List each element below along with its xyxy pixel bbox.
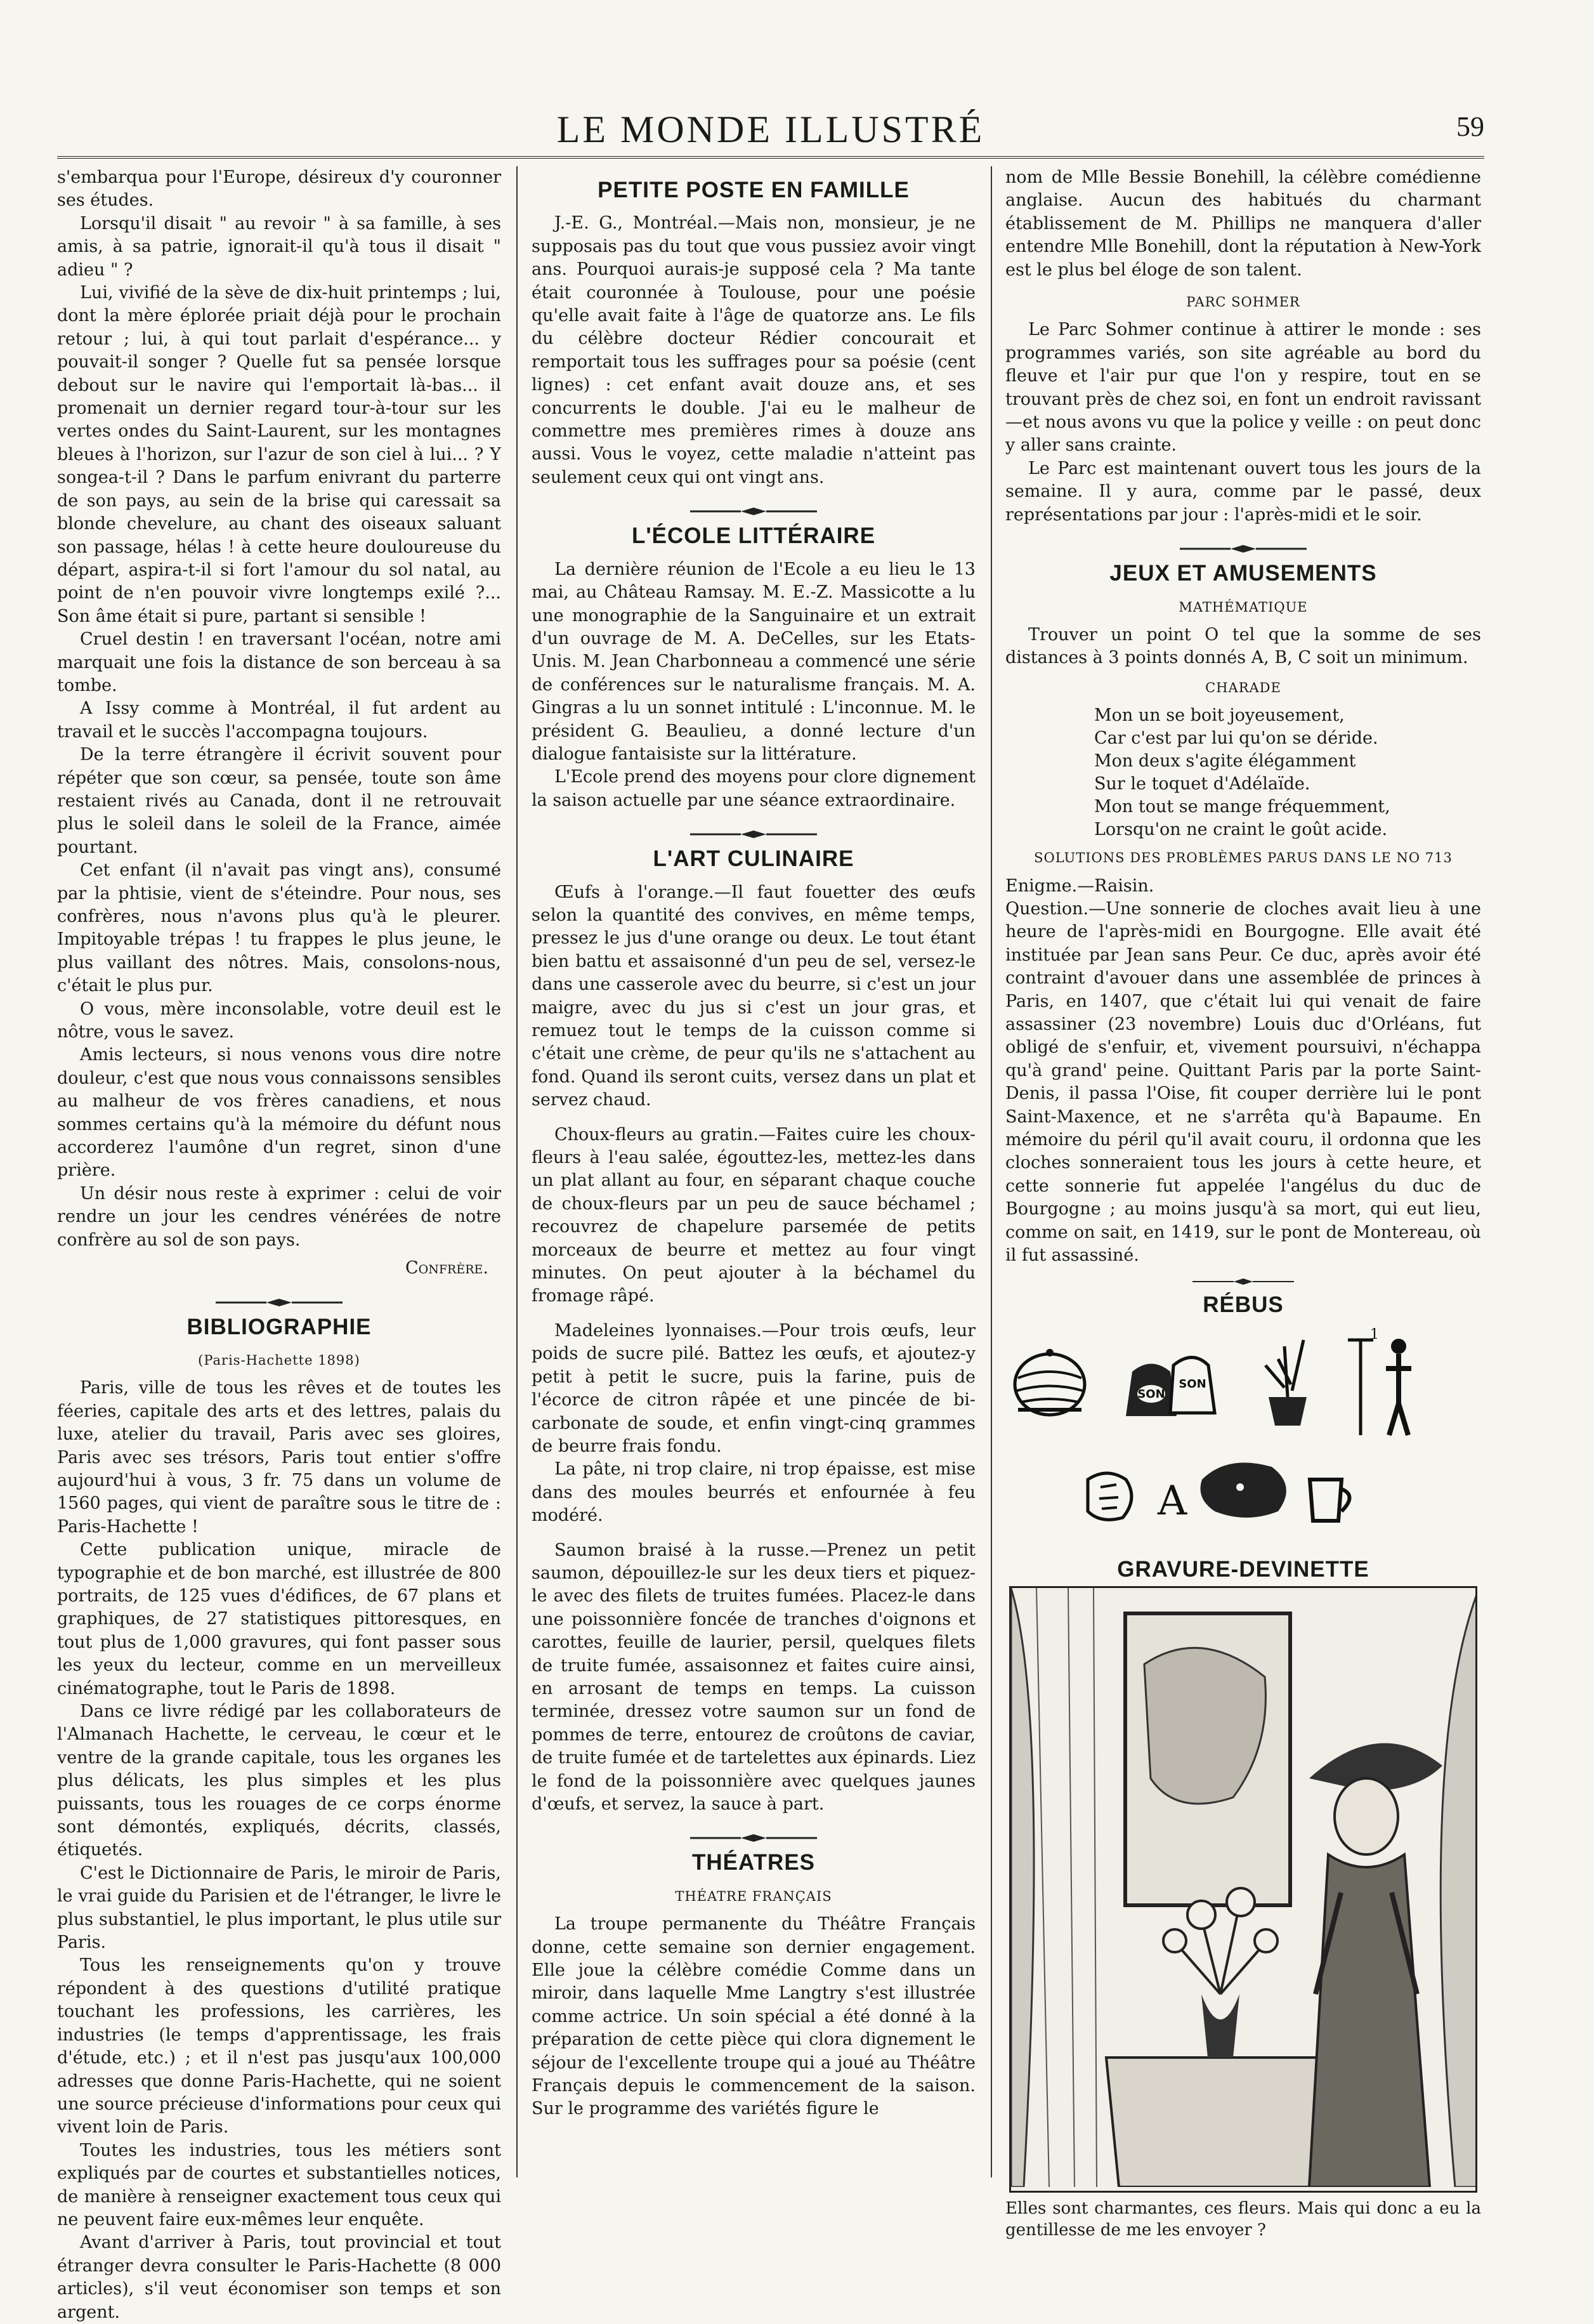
rebus-illustration: [1005, 1321, 1481, 1556]
charade-label: CHARADE: [1205, 679, 1281, 695]
paragraph: Lui, vivifié de la sève de dix-huit printemps ; lui, dont la mère éplorée priait déjà pour le prochain retour ; lui, à qui tout parlait d'espérance... y pouvait-il songer ? Quelle fut sa pensée lorsque debout sur le navire qui l'emportait là-bas... il promenait un dernier regard tour-à-tour sur les vertes ondes du Saint-Laurent, sur les montagnes bleues à l'horizon, sur l'azur de son ciel à lui... ? Y songea-t-il ? Dans le parfum enivrant du parterre de son pays, au sein de la brise qui caressait sa blonde chevelure, au chant des oiseaux saluant son passage, hélas ! à cette heure douloureuse du départ, aspira-t-il si fort l'amour du sol natal, au point de n'en pouvoir vivre longtemps exilé ?... Son âme était si pure, partant si sensible !: [57, 283, 501, 626]
mug-icon: [1310, 1480, 1350, 1521]
recipe-paragraph: Œufs à l'orange.—Il faut fouetter des œufs selon la quantité des convives, en même temps, pressez le jus d'une orange ou deux. Le tout étant bien battu et assaisonné d'un peu de sel, versez-le dans une casserole avec du beurre, si c'est un jour maigre, avec du jus si c'est un jour gras, et remuez tout le temps de la cuisson comme si c'était une crème, de peur qu'ils ne s'attachent au fond. Quand ils seront cuits, versez dans un plat et servez chaud.: [532, 882, 976, 1110]
rebus-puzzle: [1005, 1321, 1481, 1556]
solutions-label: SOLUTIONS DES PROBLÈMES PARUS DANS LE NO 713: [1034, 850, 1453, 866]
paragraph: L'Ecole prend des moyens pour clore dignement la saison actuelle par une séance extraordinaire.: [532, 767, 976, 810]
paragraph: Avant d'arriver à Paris, tout provincial et tout étranger devra consulter le Paris-Hachette (8 000 articles), s'il veut économiser son temps et son argent.: [57, 2233, 501, 2322]
bibliographie-heading: BIBLIOGRAPHIE: [186, 1314, 372, 1339]
paragraph: Trouver un point O tel que la somme de ses distances à 3 points donnés A, B, C soit un minimum.: [1005, 624, 1481, 668]
poem-line: Car c'est par lui qu'on se déride.: [1094, 728, 1378, 749]
signature: Confrère.: [405, 1258, 488, 1278]
poem-line: Sur le toquet d'Adélaïde.: [1094, 774, 1310, 794]
mathematique-label: MATHÉMATIQUE: [1179, 599, 1308, 615]
paragraph: La dernière réunion de l'Ecole a eu lieu le 13 mai, au Château Ramsay. M. E.-Z. Massicotte a lu une monographie de la Sanguinaire et un extrait d'un ouvrage de M. A. DeCelles, sur les Etats-Unis. M. Jean Charbonneau a commencé une série de conférences sur le naturalisme français. M. A. Gingras a lu un sonnet intitulé : L'inconnue. M. le président G. Beaulieu, a donné lecture d'un dialogue fantaisiste sur la littérature.: [532, 559, 976, 764]
poem-line: Mon tout se mange fréquemment,: [1094, 797, 1390, 817]
paragraph: Toutes les industries, tous les métiers sont expliqués par de courtes et substantielles notices, de manière à renseigner exactement tous ceux qui ne peuvent faire eux-mêmes leur enquête.: [57, 2140, 501, 2229]
rebus-heading: RÉBUS: [1203, 1292, 1284, 1318]
ornament-divider-icon: [216, 1297, 343, 1308]
paragraph: Un désir nous reste à exprimer : celui de voir rendre un jour les cendres vénérées de notre confrère au sol de son pays.: [57, 1183, 501, 1250]
paragraph: La troupe permanente du Théâtre Français donne, cette semaine son dernier engagement. Elle joue la célèbre comédie Comme dans un miroir, dans laquelle Mme Langtry s'est illustrée comme actrice. Un soin spécial a été donné à la préparation de cette pièce qui clora dignement le séjour de l'excellente troupe qui a joué au Théâtre Français depuis le commencement de la saison. Sur le programme des variétés figure le: [532, 1914, 976, 2119]
paragraph: Cette publication unique, miracle de typographie et de bon marché, est illustrée de 800 portraits, de 125 vues d'édifices, de 67 plans et graphiques, de 27 statistiques pittoresques, en tout plus de 1,000 gravures, qui font passer sous les yeux du lecteur, comme en un merveilleux cinématographe, tout le Paris de 1898.: [57, 1540, 501, 1698]
paragraph: Paris, ville de tous les rêves et de toutes les féeries, capitale des arts et des lettres, palais du luxe, atelier du travail, Paris avec ses gloires, Paris avec ses trésors, Paris tout entier s'offre aujourd'hui à vous, 3 fr. 75 dans un volume de 1560 pages, qui vient de paraître sous le titre de : Paris-Hachette !: [57, 1378, 501, 1537]
sack-label: SON: [1179, 1377, 1206, 1391]
column-2: [532, 166, 976, 2121]
paragraph: C'est le Dictionnaire de Paris, le miroir de Paris, le vrai guide du Parisien et de l'étranger, le livre le plus substantiel, le plus important, le plus utile sur Paris.: [57, 1863, 501, 1953]
poem-line: Mon deux s'agite élégamment: [1094, 751, 1356, 771]
column-divider-1: [516, 166, 518, 2177]
recipe-paragraph: Saumon braisé à la russe.—Prenez un petit saumon, dépouillez-le sur les deux tiers et piquez-le avec des filets de truites fumées. Placez-le dans une poissonnière foncée de tranches d'oignons et carottes, feuille de laurier, persil, quelques filets de truite fumée, assaisonnez et faites cuire ainsi, en arrosant de temps en temps. La cuisson terminée, dressez votre saumon sur un fond de pommes de terre, entourez de croûtons de caviar, de truite fumée et de tartelettes aux épinards. Liez le fond de la poissonnière avec quelques jaunes d'œufs, et servez, la sauce à part.: [532, 1540, 976, 1814]
paragraph: Cet enfant (il n'avait pas vingt ans), consumé par la phtisie, vient de s'éteindre. Pour nous, ses confrères, nous n'avons plus qu'à le pleurer. Impitoyable trépas ! tu frappes le plus jeune, le plus vaillant des nôtres. Mais, consolons-nous, c'était le plus pur.: [57, 860, 501, 996]
potted-plant-icon: [1265, 1340, 1307, 1426]
ecole-heading: L'ÉCOLE LITTÉRAIRE: [631, 523, 876, 549]
masthead: [57, 108, 1484, 152]
svg-text:1: 1: [1370, 1326, 1379, 1343]
gravure-heading: GRAVURE-DEVINETTE: [1117, 1556, 1369, 1582]
gravure-illustration: [1009, 1586, 1477, 2193]
poem-line: Lorsqu'on ne craint le goût acide.: [1094, 820, 1388, 840]
paragraph: Lorsqu'il disait " au revoir " à sa famille, à ses amis, à sa patrie, ignorait-il qu'à tous il disait " adieu " ?: [57, 213, 501, 280]
recipe-paragraph: Madeleines lyonnaises.—Pour trois œufs, leur poids de sucre pilé. Battez les œufs, et ajoutez-y petit à petit le sucre, puis la farine, puis de l'écorce de citron râpée et une pincée de bi-carbonate de soude, et enfin vingt-cinq grammes de beurre frais fondu.: [532, 1320, 976, 1456]
paragraph: Dans ce livre rédigé par les collaborateurs de l'Almanach Hachette, le cerveau, le cœur et le ventre de la grande capitale, tous les organes les plus délicats, les plus simples et les plus puissants, tous les rouages de ce corps énorme sont démontés, expliqués, décrits, classés, étiquetés.: [57, 1702, 501, 1860]
basket-icon: [1015, 1349, 1085, 1415]
bibliographie-subheading: (Paris-Hachette 1898): [198, 1352, 360, 1368]
jeux-heading: JEUX ET AMUSEMENTS: [1109, 561, 1377, 586]
paragraph: O vous, mère inconsolable, votre deuil est le nôtre, vous le savez.: [57, 999, 501, 1042]
page-number: 59: [1456, 111, 1484, 142]
parc-sohmer-subheading: PARC SOHMER: [1186, 294, 1300, 310]
recipe-paragraph: Choux-fleurs au gratin.—Faites cuire les choux-fleurs à l'eau salée, égouttez-les, mettez-les dans un plat allant au four, en séparant chaque couche de choux-fleurs par un peu de sauce béchamel ; recouvrez de chapelure parsemée de petits morceaux de beurre et mettez au four vingt minutes. On peut ajouter à la béchamel du fromage râpé.: [532, 1124, 976, 1306]
enigme-answer: Enigme.—Raisin.: [1005, 876, 1154, 896]
theatre-francais-subheading: THÉATRE FRANÇAIS: [675, 1888, 832, 1904]
paragraph: Amis lecteurs, si nous venons vous dire notre douleur, c'est que nous vous connaissons sensibles au malheur de vos frères canadiens, et nous sommes certains qu'à la mémoire du défunt nous accorderez l'aumône d'un regret, sinon d'une prière.: [57, 1045, 501, 1181]
paragraph: J.-E. G., Montréal.—Mais non, monsieur, je ne supposais pas du tout que vous pussiez avoir vingt ans. Pourquoi aurais-je supposé cela ? Ma tante était couronnée à Toulouse, pour une poésie qu'elle avait faite à l'âge de quatorze ans. Le fils du célèbre docteur Rédier concourait et remportait tous les suffrages pour sa poésie (cent lignes) : cet enfant avait douze ans, et ses concurrents le double. J'ai eu le malheur de commettre mes premières rimes à douze ans aussi. Vous le voyez, cette maladie n'atteint pas seulement ceux qui ont vingt ans.: [532, 213, 976, 487]
charade-poem: [1094, 704, 1481, 841]
paragraph: De la terre étrangère il écrivit souvent pour répéter que son cœur, sa pensée, toute son âme restaient rivés au Canada, dont il ne retrouvait plus le soleil dans le soleil de la France, aimée pourtant.: [57, 745, 501, 857]
paragraph: Tous les renseignements qu'on y trouve répondent à des questions d'utilité pratique touchant les professions, les carrières, les industries (le temps d'apprentissage, les frais d'étude, etc.) ; et il n'est pas jusqu'aux 100,000 adresses que donne Paris-Hachette, qui ne soient une source précieuse d'informations pour ceux qui vivent loin de Paris.: [57, 1955, 501, 2137]
column-divider-2: [991, 166, 992, 2177]
paragraph: nom de Mlle Bessie Bonehill, la célèbre comédienne anglaise. Aucun des habitués du charmant établissement de M. Phillips ne manquera d'aller entendre Mlle Bonehill, dont la réputation à New-York est le plus bel éloge de son talent.: [1005, 167, 1481, 280]
paragraph: A Issy comme à Montréal, il fut ardent au travail et le succès l'accompagna toujours.: [57, 699, 501, 742]
question-answer: Question.—Une sonnerie de cloches avait lieu à une heure de l'après-midi en Bourgogne. Elle avait été instituée par Jean sans Peur. Ce duc, après avoir été contraint d'avouer dans une assemblée de princes à Paris, en 1407, que c'était lui qui venait de faire assassiner (23 novembre) Louis duc d'Orléans, fut obligé de s'enfuir, et, vivement poursuivi, n'échappa qu'à grand' peine. Quittant Paris par la porte Saint-Denis, il passa l'Oise, fit couper derrière lui le pont Saint-Maxence, et ne s'arrêta qu'à Bapaume. En mémoire du péril qu'il avait couru, il ordonna que les cloches sonneraient tous les jours à cette heure, et cette sonnerie fut appelée l'angélus du duc de Bourgogne ; au moins jusqu'à sa mort, qui eut lieu, comme on sait, en 1419, sur le pont de Montereau, où il fut assassiné.: [1005, 898, 1481, 1266]
animal-head-icon: [1201, 1462, 1286, 1518]
ornament-divider-icon: [1180, 543, 1307, 555]
column-3: [1005, 166, 1481, 2241]
ornament-divider-icon: [690, 506, 817, 517]
engraving-scene: [1011, 1588, 1477, 2187]
sacks-icon: [1126, 1357, 1215, 1416]
gravure-caption: Elles sont charmantes, ces fleurs. Mais qui donc a eu la gentillesse de me les envoyer ?: [1005, 2199, 1481, 2240]
ornament-divider-icon: [690, 1832, 817, 1844]
poste-heading: PETITE POSTE EN FAMILLE: [598, 178, 910, 202]
ornament-divider-icon: [1180, 1276, 1307, 1287]
recipe-paragraph: La pâte, ni trop claire, ni trop épaisse, est mise dans des moules beurrés et enfournée à feu modéré.: [532, 1459, 976, 1526]
column-1: [57, 166, 501, 2324]
theatres-heading: THÉATRES: [691, 1850, 816, 1875]
paragraph: Le Parc est maintenant ouvert tous les jours de la semaine. Il y aura, comme par le passé, deux représentations par jour : l'après-midi et le soir.: [1005, 458, 1481, 525]
newspaper-title: LE MONDE ILLUSTRÉ: [556, 108, 985, 150]
poem-line: Mon un se boit joyeusement,: [1094, 706, 1345, 726]
culinaire-heading: L'ART CULINAIRE: [653, 846, 854, 872]
rebus-letter-a: A: [1158, 1477, 1187, 1525]
paragraph: Le Parc Sohmer continue à attirer le monde : ses programmes variés, son site agréable au bord du fleuve et l'air pur que l'on y respire, tout en se trouvant près de chez soi, en font un endroit ravissant—et nous avons vu que la police y veille : on peut donc y aller sans crainte.: [1005, 320, 1481, 456]
paragraph: Cruel destin ! en traversant l'océan, notre ami marquait une fois la distance de son berceau à sa tombe.: [57, 629, 501, 695]
paragraph: s'embarqua pour l'Europe, désireux d'y couronner ses études.: [57, 167, 501, 211]
man-figure-icon: [1348, 1327, 1411, 1435]
hand-icon: [1088, 1473, 1132, 1520]
header-rule: [57, 156, 1484, 159]
sack-label: SON: [1137, 1387, 1165, 1401]
ornament-divider-icon: [690, 829, 817, 840]
